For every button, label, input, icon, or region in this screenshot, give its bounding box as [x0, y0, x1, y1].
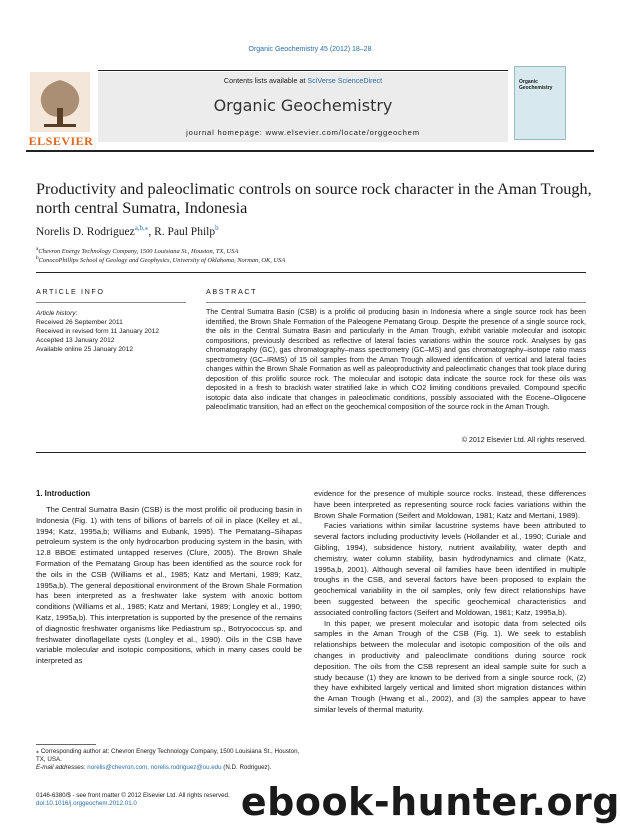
section-rule — [36, 272, 586, 273]
affiliation-text: Chevron Energy Technology Company, 1500 Louisiana St., Houston, TX, USA — [38, 248, 239, 256]
body-column-right — [314, 489, 586, 716]
contents-prefix: Contents lists available at — [223, 76, 308, 85]
body-paragraph: evidence for the presence of multiple source rocks. Instead, these differences have been interpreted as representing source rock facies variations within the Brown Shale Formation (Seifert and Moldowan, 1981; Katz and Mertani, 1989). — [314, 489, 586, 520]
affiliation-marker: a — [36, 246, 39, 252]
email-tail: (N.D. Rodriguez). — [221, 764, 272, 771]
author-list — [36, 224, 536, 238]
journal-title: Organic Geochemistry — [213, 96, 393, 115]
sciencedirect-link[interactable]: SciVerse ScienceDirect — [307, 76, 383, 85]
author-name: Norelis D. Rodriguez — [36, 225, 135, 238]
corresponding-author-footnote — [36, 748, 302, 772]
body-paragraph: The Central Sumatra Basin (CSB) is the most prolific oil producing basin in Indonesia (Fig. 1) with tens of billions of barrels of oil in place (Kelley et al., 1994; Katz, 1995a,b; Williams and Eubank, 1995). The Pematang–Sihapas petroleum system is the only hydrocarbon producing system in the basin, with 12.8 BBOE estimated untapped reserves (Clure, 2005). The Brown Shale Formation of the Pematang Group has been identified as the source rock for the oils in the CSB (Williams et al., 1985; Katz and Mertani, 1989; Katz, 1995a,b). The general depositional environment of the Brown Shale Formation has been interpreted as a freshwater lake system with anoxic bottom conditions (Williams et al., 1985; Katz and Mertani, 1989; Longley et al., 1990; Katz, 1995a,b). This interpretation is supported by the presence of the remains of diagnostic freshwater organisms like Pediastrum sp., Botryococcus sp. and freshwater dinoflagellate cysts (Longley et al., 1990). Oils in the CSB have variable molecular and isotopic compositions, which in many cases could be interpreted as — [36, 505, 302, 666]
author-separator: , — [148, 225, 155, 238]
header-top-rule — [98, 70, 508, 71]
body-paragraph: Facies variations within similar lacustrine systems have been attributed to several factors including productivity levels (Hollander et al., 1990; Curiale and Gibling, 1994), subsidence history, nutrient availability, water depth and chemistry, water column stability, basin hydrodynamics and climate (Katz, 1995a,b, 2001). Although several oil families have been identified in multiple troughs in the CSB, and several factors have been proposed to explain the geochemical variability in the oil samples, only few direct relationships have been suggested between the specific geochemical characteristics and associated controlling factors (Seifert and Moldowan, 1981; Katz, 1995a,b). — [314, 521, 586, 617]
body-column-left — [36, 505, 302, 667]
abstract-copyright: © 2012 Elsevier Ltd. All rights reserved. — [461, 436, 586, 444]
history-revised: Received in revised form 11 January 2012 — [36, 328, 160, 335]
history-online: Available online 25 January 2012 — [36, 346, 134, 353]
paper-title: Productivity and paleoclimatic controls on source rock character in the Aman Trough, north central Sumatra, Indonesia — [36, 180, 592, 217]
email-line — [36, 764, 302, 772]
elsevier-wordmark: ELSEVIER — [28, 134, 94, 148]
author-affiliation-marker[interactable]: a,b,⁎ — [134, 224, 149, 232]
header-bottom-rule — [26, 150, 594, 152]
history-received: Received 26 September 2011 — [36, 319, 123, 326]
corresponding-author-text: ⁎ Corresponding author at: Chevron Energy Technology Company, 1500 Louisiana St., Houston, TX, USA. — [36, 748, 300, 763]
doi-link[interactable]: doi:10.1016/j.orggeochem.2012.01.0 — [36, 800, 137, 807]
affiliation — [36, 246, 536, 255]
author-name: R. Paul Philp — [154, 225, 216, 238]
footnote-rule — [36, 744, 96, 745]
article-history — [36, 309, 186, 354]
affiliation-marker: b — [36, 255, 39, 261]
abstract-bottom-rule — [36, 452, 586, 453]
abstract-text: The Central Sumatra Basin (CSB) is a prolific oil producing basin in Indonesia where a single source rock has been identified, the Brown Shale Formation of the Paleogene Pematang Group. Despite the presence of a single source rock, the oils in the Central Sumatra Basin and particularly in the Aman Trough, exhibit variable molecular and isotopic compositions, previously described as reflective of lateral facies variations within the source rock. Analyses by gas chromatography (GC), gas chromatography–mass spectrometry (GC–MS) and gas chromatography–isotope ratio mass spectrometry (GC–IRMS) of 15 oil samples from the Aman Trough allowed identification of vertical and lateral facies changes within the Brown Shale Formation as well as paleoproductivity and paleoclimatic changes that took place during deposition of this prolific source rock. The molecular and isotopic data indicate the source rock for these oils was deposited in a fresh to brackish water stratified lake in which CO2 limiting conditions prevailed. Compound specific isotopic data also indicate that changes in paleoclimatic conditions, possibly associated with the Eocene–Oligocene paleoclimatic transition, had an effect on the geochemical composition of the source rock in the Aman Trough. — [206, 308, 586, 411]
journal-reference[interactable]: Organic Geochemistry 45 (2012) 18–28 — [248, 46, 372, 53]
introduction-heading: 1. Introduction — [36, 489, 91, 498]
author-affiliation-marker[interactable]: b — [215, 224, 219, 232]
article-info-rule — [36, 302, 186, 303]
history-accepted: Accepted 13 January 2012 — [36, 337, 115, 344]
contents-line — [98, 76, 508, 85]
issn-line: 0146-6380/$ - see front matter © 2012 Elsevier Ltd. All rights reserved. — [36, 792, 230, 799]
email-label: E-mail addresses: — [36, 764, 88, 771]
affiliation-text: ConocoPhillips School of Geology and Geophysics, University of Oklahoma, Norman, OK, USA — [38, 257, 286, 265]
journal-homepage[interactable]: journal homepage: www.elsevier.com/locate/orggeochem — [186, 128, 420, 137]
watermark-text: ebook-hunter.org — [240, 780, 620, 824]
affiliation — [36, 255, 536, 264]
email-links[interactable]: norelis@chevron.com, norelis.rodriguez@ou.edu — [87, 764, 222, 771]
body-paragraph: In this paper, we present molecular and isotopic data from selected oils samples in the Aman Trough of the CSB (Fig. 1). We seek to establish relationships between the molecular and isotopic composition of the oils and changes in productivity and paleoclimate conditions during source rock deposition. The oils from the CSB represent an ideal sample suite for such a study because (1) they are known to be derived from a single source rock, (2) they have exhibited largely vertical and limited short migration distances within the Aman Trough (Hwang et al., 2002), and (3) the samples appear to have similar levels of thermal maturity. — [314, 618, 586, 714]
article-info-heading: ARTICLE INFO — [36, 287, 105, 296]
journal-cover-thumbnail — [514, 66, 566, 140]
abstract-heading: ABSTRACT — [206, 287, 258, 296]
abstract-rule — [206, 302, 586, 303]
history-label: Article history: — [36, 310, 78, 317]
cover-title: Organic Geochemistry — [519, 79, 553, 91]
